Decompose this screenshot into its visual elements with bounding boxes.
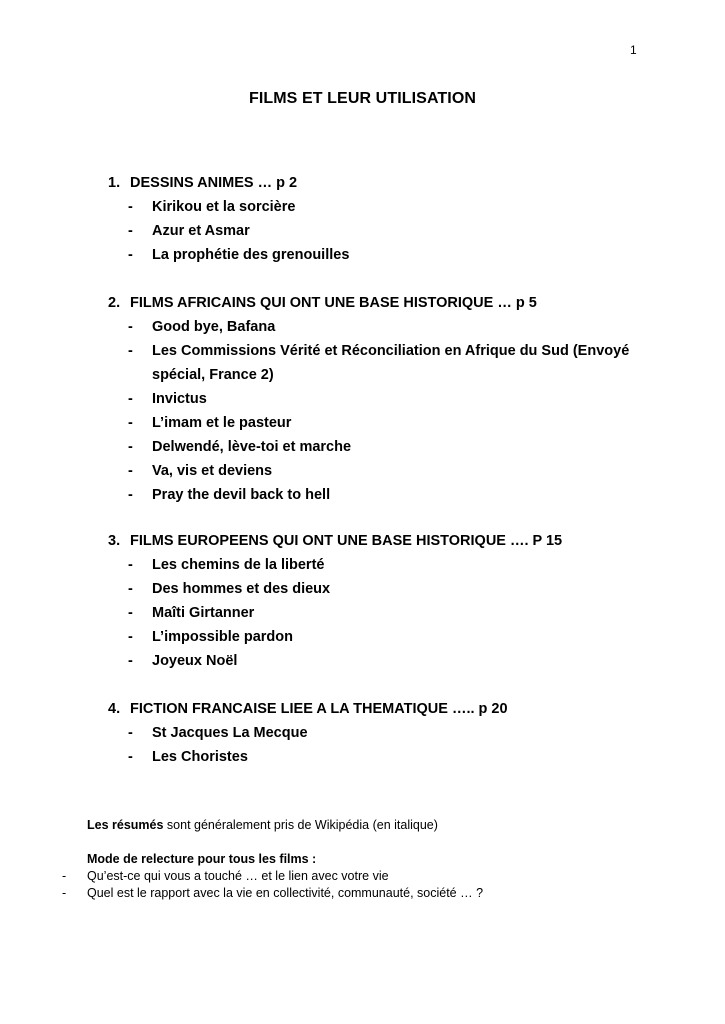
dash-bullet: -	[62, 869, 67, 883]
film-title: Joyeux Noël	[152, 653, 238, 669]
dash-bullet: -	[128, 223, 133, 239]
resumes-note-text: sont généralement pris de Wikipédia (en italique)	[163, 818, 438, 832]
dash-bullet: -	[128, 247, 133, 263]
dash-bullet: -	[128, 653, 133, 669]
dash-bullet: -	[128, 581, 133, 597]
section-title: FILMS AFRICAINS QUI ONT UNE BASE HISTORIQUE … p 5	[130, 295, 537, 311]
film-title: L’imam et le pasteur	[152, 415, 292, 431]
section-title: FILMS EUROPEENS QUI ONT UNE BASE HISTORIQUE …. P 15	[130, 533, 563, 549]
film-title: St Jacques La Mecque	[152, 725, 308, 741]
resumes-note-bold: Les résumés	[87, 818, 164, 832]
film-item	[108, 387, 668, 411]
film-item	[108, 459, 668, 483]
film-item	[108, 339, 668, 387]
film-item	[108, 625, 668, 649]
film-title: Maîti Girtanner	[152, 605, 255, 621]
dash-bullet: -	[128, 439, 133, 455]
dash-bullet: -	[128, 487, 133, 503]
film-item	[108, 577, 668, 601]
section-heading	[108, 697, 668, 721]
section-title: FICTION FRANCAISE LIEE A LA THEMATIQUE ….. p 20	[130, 701, 508, 717]
film-item	[108, 315, 668, 339]
mode-item-text: Quel est le rapport avec la vie en collectivité, communauté, société … ?	[87, 886, 484, 900]
dash-bullet: -	[128, 725, 133, 741]
film-title: L’impossible pardon	[152, 629, 293, 645]
film-title: Invictus	[152, 391, 207, 407]
section-heading	[108, 529, 668, 553]
film-title: Les chemins de la liberté	[152, 557, 325, 573]
page-number: 1	[630, 43, 637, 57]
section-heading	[108, 171, 668, 195]
document-title: FILMS ET LEUR UTILISATION	[248, 90, 477, 107]
film-item	[108, 219, 668, 243]
film-item	[108, 553, 668, 577]
section-number: 1.	[108, 175, 121, 191]
section-number: 2.	[108, 295, 121, 311]
film-title: Azur et Asmar	[152, 223, 250, 239]
film-title: Les Commissions Vérité et Réconciliation en Afrique du Sud (Envoyé spécial, France 2)	[152, 343, 630, 383]
dash-bullet: -	[128, 749, 133, 765]
mode-item	[44, 868, 647, 885]
film-item	[108, 243, 668, 267]
mode-section	[62, 851, 647, 902]
dash-bullet: -	[128, 391, 133, 407]
section-films-africains	[108, 291, 668, 507]
dash-bullet: -	[128, 463, 133, 479]
mode-heading: Mode de relecture pour tous les films :	[87, 852, 317, 866]
section-heading	[108, 291, 668, 315]
section-number: 3.	[108, 533, 121, 549]
dash-bullet: -	[128, 605, 133, 621]
resumes-note	[87, 818, 438, 832]
film-item	[108, 435, 668, 459]
film-item	[108, 649, 668, 673]
mode-item	[44, 885, 647, 902]
film-item	[108, 195, 668, 219]
film-title: Good bye, Bafana	[152, 319, 276, 335]
section-title: DESSINS ANIMES … p 2	[130, 175, 298, 191]
dash-bullet: -	[128, 199, 133, 215]
film-item	[108, 721, 668, 745]
mode-item-text: Qu’est-ce qui vous a touché … et le lien avec votre vie	[87, 869, 389, 883]
film-title: Va, vis et deviens	[152, 463, 273, 479]
film-item	[108, 411, 668, 435]
film-title: Des hommes et des dieux	[152, 581, 331, 597]
section-fiction-francaise	[108, 697, 668, 769]
dash-bullet: -	[128, 629, 133, 645]
film-title: La prophétie des grenouilles	[152, 247, 350, 263]
film-title: Delwendé, lève-toi et marche	[152, 439, 352, 455]
dash-bullet: -	[128, 343, 133, 359]
section-number: 4.	[108, 701, 121, 717]
dash-bullet: -	[128, 557, 133, 573]
dash-bullet: -	[62, 886, 67, 900]
film-item	[108, 483, 668, 507]
film-item	[108, 601, 668, 625]
section-films-europeens	[108, 529, 668, 673]
film-title: Pray the devil back to hell	[152, 487, 331, 503]
section-dessins-animes	[108, 171, 668, 267]
film-item	[108, 745, 668, 769]
dash-bullet: -	[128, 319, 133, 335]
film-title: Les Choristes	[152, 749, 248, 765]
dash-bullet: -	[128, 415, 133, 431]
film-title: Kirikou et la sorcière	[152, 199, 296, 215]
